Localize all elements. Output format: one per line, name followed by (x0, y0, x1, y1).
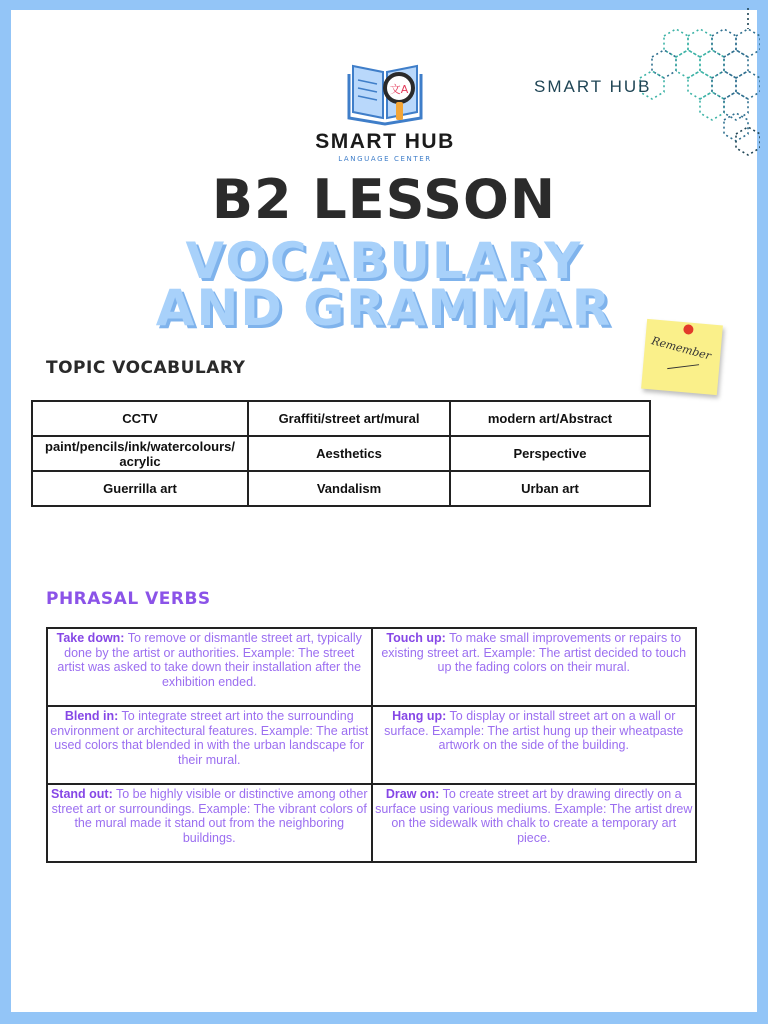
phrasal-verb-cell (47, 628, 372, 706)
phrasal-verb-definition: To display or install street art on a wall or surface. Example: The artist hung up their wheatpaste artwork on the side of the building. (384, 709, 684, 752)
vocabulary-table (31, 400, 651, 507)
vocab-cell: Vandalism (248, 471, 450, 506)
phrasal-verb-cell (47, 706, 372, 784)
vocab-cell: Graffiti/street art/mural (248, 401, 450, 436)
sticky-note-text: Remember (650, 334, 713, 363)
vocab-cell: paint/pencils/ink/watercolours/ acrylic (32, 436, 248, 471)
table-row (32, 401, 650, 436)
phrasal-verb-cell (47, 784, 372, 862)
vocab-cell: CCTV (32, 401, 248, 436)
phrasal-verb-definition: To remove or dismantle street art, typically done by the artist or authorities. Example: The street artist was asked to take down their installation after the exhibition ended. (57, 631, 362, 689)
table-row (32, 436, 650, 471)
lesson-title: B2 LESSON (211, 168, 557, 231)
phrasal-verb-term: Hang up: (392, 709, 447, 723)
brand-subtitle: LANGUAGE CENTER (338, 155, 432, 163)
sticky-note-underline (667, 364, 699, 369)
pushpin-icon (683, 324, 694, 335)
brand-logo (300, 52, 470, 163)
phrasal-verb-definition: To integrate street art into the surrounding environment or architectural features. Example: The artist used colors that blended in with the urban landscape for their mural. (50, 709, 369, 767)
vocab-cell: Guerrilla art (32, 471, 248, 506)
vocab-cell: Perspective (450, 436, 650, 471)
phrasal-verb-definition: To be highly visible or distinctive among other street art or surroundings. Example: The vibrant colors of the mural made it stand out from the neighboring buildings. (51, 787, 368, 845)
vocab-cell: Aesthetics (248, 436, 450, 471)
phrasal-verb-term: Touch up: (386, 631, 446, 645)
table-row (47, 784, 696, 862)
phrasal-verb-cell (372, 784, 697, 862)
vocab-cell: modern art/Abstract (450, 401, 650, 436)
phrasal-verb-term: Draw on: (385, 787, 440, 801)
corner-brand-label: SMART HUB (534, 77, 652, 96)
phrasal-verbs-table (46, 627, 697, 863)
table-row (47, 706, 696, 784)
phrasal-verb-term: Blend in: (64, 709, 119, 723)
brand-name: SMART HUB (315, 130, 455, 153)
svg-text:文A: 文A (389, 83, 409, 96)
book-magnifier-icon (345, 52, 425, 128)
table-row (47, 628, 696, 706)
phrasal-verb-definition: To create street art by drawing directly on a surface using various mediums. Example: The artist drew on the sidewalk with chalk to create a temporary art piece. (375, 787, 693, 845)
phrasal-verb-definition: To make small improvements or repairs to existing street art. Example: The artist decided to touch up the fading colors on their mural. (381, 631, 687, 674)
phrasal-verb-term: Take down: (56, 631, 125, 645)
table-row (32, 471, 650, 506)
phrasal-verb-term: Stand out: (50, 787, 113, 801)
vocab-cell: Urban art (450, 471, 650, 506)
sticky-note-icon (641, 319, 723, 395)
phrasal-verb-cell (372, 628, 697, 706)
topic-vocabulary-heading: TOPIC VOCABULARY (46, 358, 246, 378)
phrasal-verb-cell (372, 706, 697, 784)
lesson-subtitle-line2: AND GRAMMAR (155, 279, 613, 337)
phrasal-verbs-heading: PHRASAL VERBS (46, 589, 211, 609)
lesson-subtitle-line1: VOCABULARY (185, 232, 583, 290)
